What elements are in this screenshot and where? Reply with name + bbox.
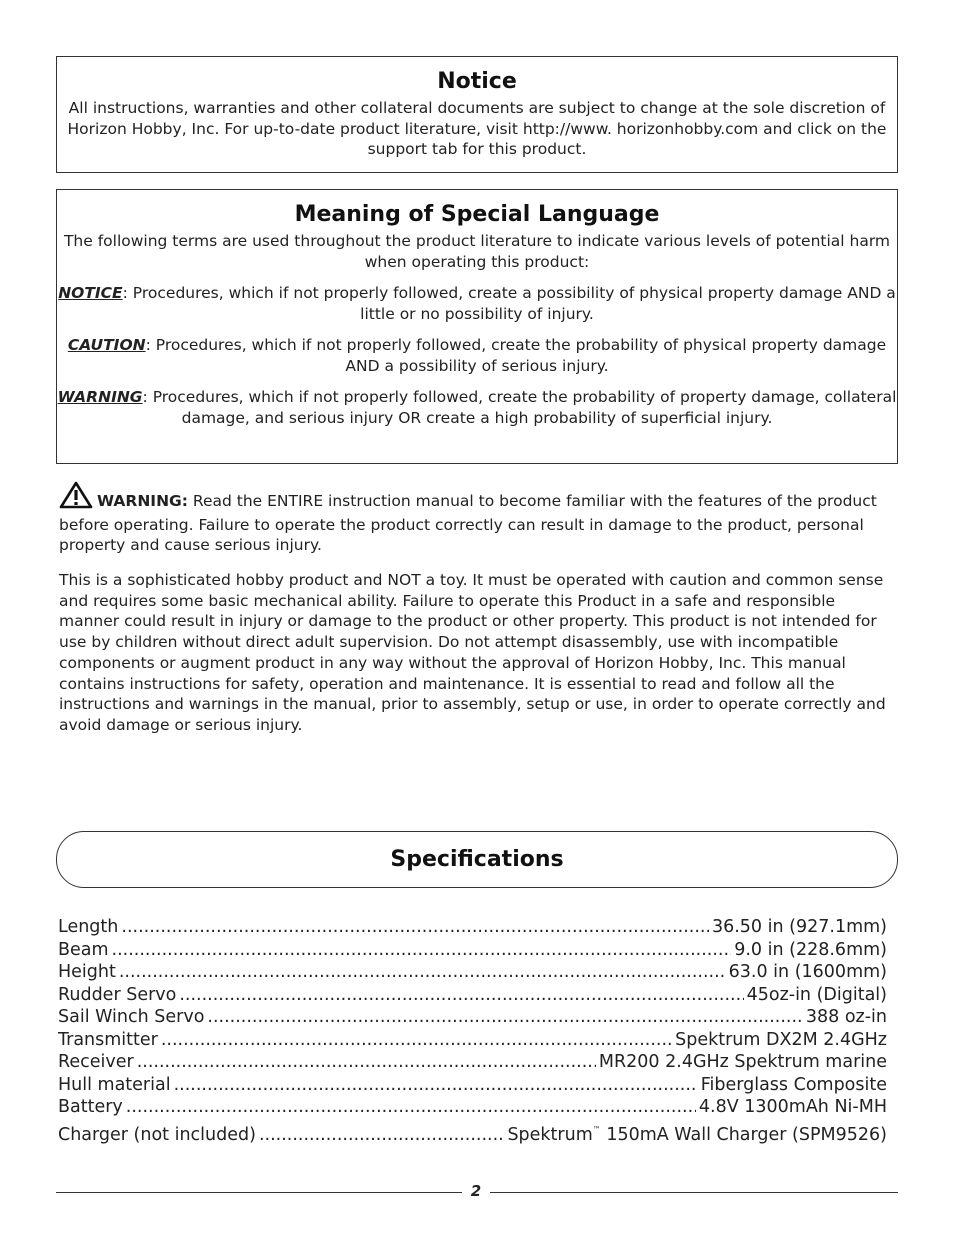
spec-row-charger: [58, 1119, 887, 1147]
warning-text: Read the ENTIRE instruction manual to become familiar with the features of the product before operating. Failure to operate the product correctly can result in damage to the product, personal property and cause serious injury.: [59, 492, 877, 554]
spec-label: Hull material: [58, 1074, 171, 1095]
warning-label: WARNING:: [97, 492, 188, 510]
notice-box: [56, 56, 898, 173]
spec-value: Spektrum DX2M 2.4GHz: [675, 1029, 887, 1050]
term-name: NOTICE: [58, 284, 123, 302]
dot-leader: [119, 961, 726, 984]
special-language-title: Meaning of Special Language: [294, 202, 660, 227]
term-description: : Procedures, which if not properly followed, create the probability of physical property damage AND a possibility of serious injury.: [145, 336, 887, 375]
safety-paragraph: This is a sophisticated hobby product and NOT a toy. It must be operated with caution and common sense and requires some basic mechanical ability. Failure to operate this Product in a safe and responsible manner could result in injury or damage to the product or other property. This product is not intended for use by children without direct adult supervision. Do not attempt disassembly, use with incompatible components or augment product in any way without the approval of Horizon Hobby, Inc. This manual contains instructions for safety, operation and maintenance. It is essential to read and follow all the instructions and warnings in the manual, prior to assembly, setup or use, in order to operate correctly and avoid damage or serious injury.: [59, 571, 886, 734]
dot-leader: [179, 984, 743, 1007]
footer-rule-right: [490, 1192, 898, 1193]
spec-row-receiver: [58, 1051, 887, 1074]
term-name: WARNING: [57, 388, 143, 406]
spec-value: 36.50 in (927.1mm): [711, 917, 887, 937]
term-description: : Procedures, which if not properly followed, create a possibility of physical property damage AND a little or no possibility of injury.: [122, 284, 896, 323]
warning-paragraph: [59, 481, 897, 556]
special-language-intro: The following terms are used throughout the product literature to indicate various levels of potential harm when operating this product:: [63, 232, 891, 271]
spec-label: Sail Winch Servo: [58, 1007, 205, 1027]
term-notice: [57, 283, 897, 324]
specifications-title: Specifications: [390, 847, 564, 872]
dot-leader: [161, 1029, 672, 1052]
spec-label: Rudder Servo: [58, 984, 177, 1005]
spec-row-transmitter: [58, 1029, 887, 1052]
spec-label: Battery: [58, 1097, 123, 1117]
dot-leader: [259, 1124, 504, 1147]
spec-label: Receiver: [58, 1052, 134, 1072]
spec-value: 45oz-in (Digital): [746, 984, 887, 1005]
specifications-header: [56, 831, 898, 888]
page-number: 2: [470, 1182, 482, 1200]
spec-row-hull-material: [58, 1074, 887, 1097]
spec-label: Height: [58, 962, 116, 982]
spec-value: [507, 1119, 887, 1147]
dot-leader: [126, 1096, 696, 1119]
footer-rule-left: [56, 1192, 462, 1193]
spec-value-brand: Spektrum: [507, 1124, 593, 1145]
spec-label: Charger (not included): [58, 1124, 256, 1145]
term-caution: [57, 335, 897, 376]
spec-value: 4.8V 1300mAh Ni-MH: [698, 1097, 887, 1117]
spec-label: Transmitter: [58, 1029, 158, 1050]
spec-row-length: [58, 916, 887, 939]
dot-leader: [121, 916, 709, 939]
dot-leader: [174, 1074, 698, 1097]
spec-row-rudder-servo: [58, 984, 887, 1007]
spec-row-battery: [58, 1096, 887, 1119]
spec-value: 63.0 in (1600mm): [728, 962, 887, 982]
notice-title: Notice: [437, 69, 517, 94]
term-description: : Procedures, which if not properly followed, create the probability of property damage, collateral damage, and serious injury OR create a high probability of superficial injury.: [142, 388, 897, 427]
spec-value: Fiberglass Composite: [700, 1074, 887, 1095]
spec-value-rest: 150mA Wall Charger (SPM9526): [600, 1124, 887, 1145]
notice-text: All instructions, warranties and other collateral documents are subject to change at the sole discretion of Horizon Hobby, Inc. For up-to-date product literature, visit http://www. horizonhobby.com and click on the support tab for this product.: [67, 99, 887, 158]
dot-leader: [207, 1006, 802, 1029]
spec-row-sail-winch-servo: [58, 1006, 887, 1029]
spec-value: 9.0 in (228.6mm): [734, 939, 887, 960]
spec-label: Length: [58, 917, 119, 937]
term-warning: [57, 387, 897, 428]
special-language-box: [56, 189, 898, 464]
spec-value: MR200 2.4GHz Spektrum marine: [598, 1052, 887, 1072]
spec-label: Beam: [58, 939, 109, 960]
spec-value: 388 oz-in: [805, 1007, 887, 1027]
spec-row-beam: [58, 939, 887, 962]
dot-leader: [112, 939, 732, 962]
spec-row-height: [58, 961, 887, 984]
dot-leader: [137, 1051, 596, 1074]
warning-triangle-icon: [59, 481, 93, 515]
trademark-symbol: ™: [592, 1124, 601, 1134]
term-name: CAUTION: [67, 336, 146, 354]
specifications-list: [58, 916, 887, 1146]
